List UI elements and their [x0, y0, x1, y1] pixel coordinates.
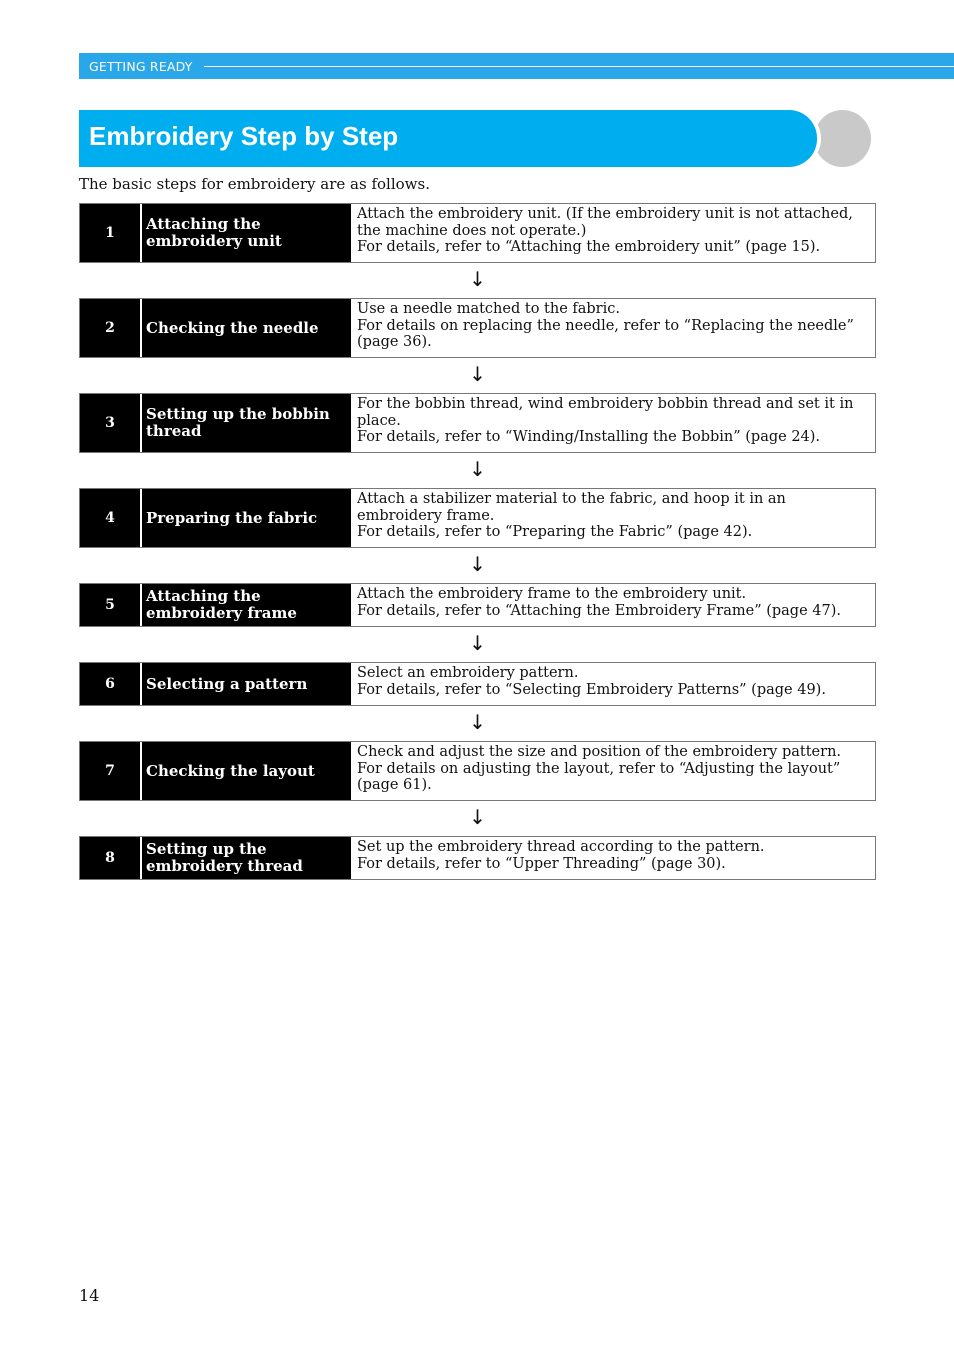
step-row: [79, 741, 876, 801]
step-number: 1: [80, 204, 140, 262]
step-row: [79, 488, 876, 548]
step-reference: For details, refer to “Attaching the embroidery unit” (page 15).: [357, 239, 821, 256]
step-instruction: Set up the embroidery thread according to the pattern.: [357, 839, 765, 855]
step-number: 4: [80, 489, 140, 547]
step-description: [351, 837, 875, 879]
down-arrow-icon: ↓: [469, 631, 486, 655]
step-number: 2: [80, 299, 140, 357]
step-number: 8: [80, 837, 140, 879]
section-label: GETTING READY: [89, 59, 193, 74]
step-description: [351, 204, 875, 262]
step-name: Attaching the embroidery frame: [142, 584, 351, 626]
page-number: 14: [79, 1286, 100, 1305]
steps-flow: [79, 203, 876, 880]
step-description: [351, 584, 875, 626]
step-instruction: Check and adjust the size and position of the embroidery pattern.: [357, 744, 842, 760]
down-arrow-icon: ↓: [469, 710, 486, 734]
down-arrow-icon: ↓: [469, 267, 486, 291]
step-row: [79, 583, 876, 627]
section-header-bar: [79, 53, 954, 79]
step-number: 6: [80, 663, 140, 705]
down-arrow-icon: ↓: [469, 362, 486, 386]
step-description: [351, 394, 875, 452]
step-reference: For details on replacing the needle, refer to “Replacing the needle” (page 36).: [357, 317, 854, 351]
step-row: [79, 393, 876, 453]
step-name: Selecting a pattern: [142, 663, 351, 705]
down-arrow-icon: ↓: [469, 805, 486, 829]
step-instruction: Attach a stabilizer material to the fabric, and hoop it in an embroidery frame.: [357, 491, 786, 524]
down-arrow-icon: ↓: [469, 552, 486, 576]
step-instruction: Use a needle matched to the fabric.: [357, 301, 620, 317]
step-number: 3: [80, 394, 140, 452]
step-description: [351, 299, 875, 357]
step-row: [79, 298, 876, 358]
step-instruction: For the bobbin thread, wind embroidery bobbin thread and set it in place.: [357, 396, 854, 429]
step-name: Checking the layout: [142, 742, 351, 800]
down-arrow-icon: ↓: [469, 457, 486, 481]
step-instruction: Select an embroidery pattern.: [357, 665, 579, 681]
header-rule: [204, 66, 954, 67]
step-row: [79, 836, 876, 880]
title-box: [79, 110, 817, 167]
title-decoration: [814, 110, 871, 167]
step-name: Attaching the embroidery unit: [142, 204, 351, 262]
step-name: Setting up the bobbin thread: [142, 394, 351, 452]
step-reference: For details, refer to “Winding/Installing the Bobbin” (page 24).: [357, 429, 821, 446]
step-reference: For details, refer to “Upper Threading” (page 30).: [357, 855, 726, 872]
step-row: [79, 203, 876, 263]
step-description: [351, 742, 875, 800]
step-number: 7: [80, 742, 140, 800]
step-description: [351, 663, 875, 705]
step-name: Setting up the embroidery thread: [142, 837, 351, 879]
intro-text: The basic steps for embroidery are as follows.: [79, 175, 430, 193]
step-number: 5: [80, 584, 140, 626]
step-reference: For details on adjusting the layout, refer to “Adjusting the layout” (page 61).: [357, 760, 841, 794]
step-reference: For details, refer to “Preparing the Fabric” (page 42).: [357, 524, 753, 541]
step-instruction: Attach the embroidery frame to the embroidery unit.: [357, 586, 747, 602]
page-title: Embroidery Step by Step: [89, 121, 399, 151]
title-banner: [79, 110, 871, 167]
step-reference: For details, refer to “Selecting Embroidery Patterns” (page 49).: [357, 681, 826, 698]
step-description: [351, 489, 875, 547]
step-name: Preparing the fabric: [142, 489, 351, 547]
step-instruction: Attach the embroidery unit. (If the embroidery unit is not attached, the machine does not operate.): [357, 206, 853, 239]
step-reference: For details, refer to “Attaching the Embroidery Frame” (page 47).: [357, 602, 841, 619]
step-row: [79, 662, 876, 706]
step-name: Checking the needle: [142, 299, 351, 357]
